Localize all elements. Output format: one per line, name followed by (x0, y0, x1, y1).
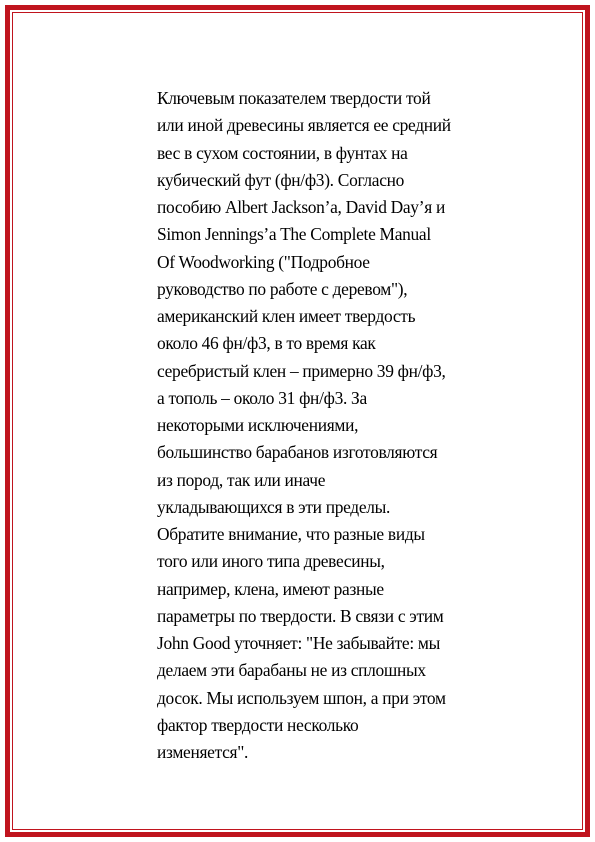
text-line: Of Woodworking ("Подробное (157, 251, 370, 272)
text-line: Simon Jennings’a The Complete Manual (157, 224, 431, 245)
text-line: серебристый клен – примерно 39 фн/ф3, (157, 360, 446, 381)
text-line: делаем эти барабаны не из сплошных (157, 660, 426, 681)
body-text (157, 85, 527, 766)
text-line: Обратите внимание, что разные виды (157, 524, 425, 544)
text-line: некоторыми исключениями, (157, 415, 359, 435)
text-line: или иной древесины является ее средний (157, 115, 451, 136)
text-line: того или иного типа древесины, (157, 551, 385, 572)
text-line: вес в сухом состоянии, в фунтах на (157, 142, 408, 163)
text-line: например, клена, имеют разные (157, 578, 384, 599)
text-line: Ключевым показателем твердости той (157, 88, 431, 108)
text-line: John Good уточняет: "Не забывайте: мы (157, 633, 440, 653)
text-line: параметры по твердости. В связи с этим (157, 605, 444, 626)
text-line: кубический фут (фн/ф3). Согласно (157, 169, 405, 190)
text-line: изменяется". (157, 742, 249, 762)
text-line: укладывающихся в эти пределы. (157, 496, 391, 517)
text-line: досок. Мы используем шпон, а при этом (157, 687, 446, 708)
text-line: американский клен имеет твердость (157, 306, 416, 326)
text-line: из пород, так или иначе (157, 469, 326, 490)
text-line: большинство барабанов изготовляются (157, 442, 438, 463)
text-line: пособию Albert Jackson’a, David Day’я и (157, 197, 445, 217)
text-line: фактор твердости несколько (157, 714, 359, 735)
text-line: около 46 фн/ф3, в то время как (157, 333, 376, 354)
text-line: руководство по работе с деревом"), (157, 278, 408, 299)
text-line: а тополь – около 31 фн/ф3. За (157, 387, 367, 408)
